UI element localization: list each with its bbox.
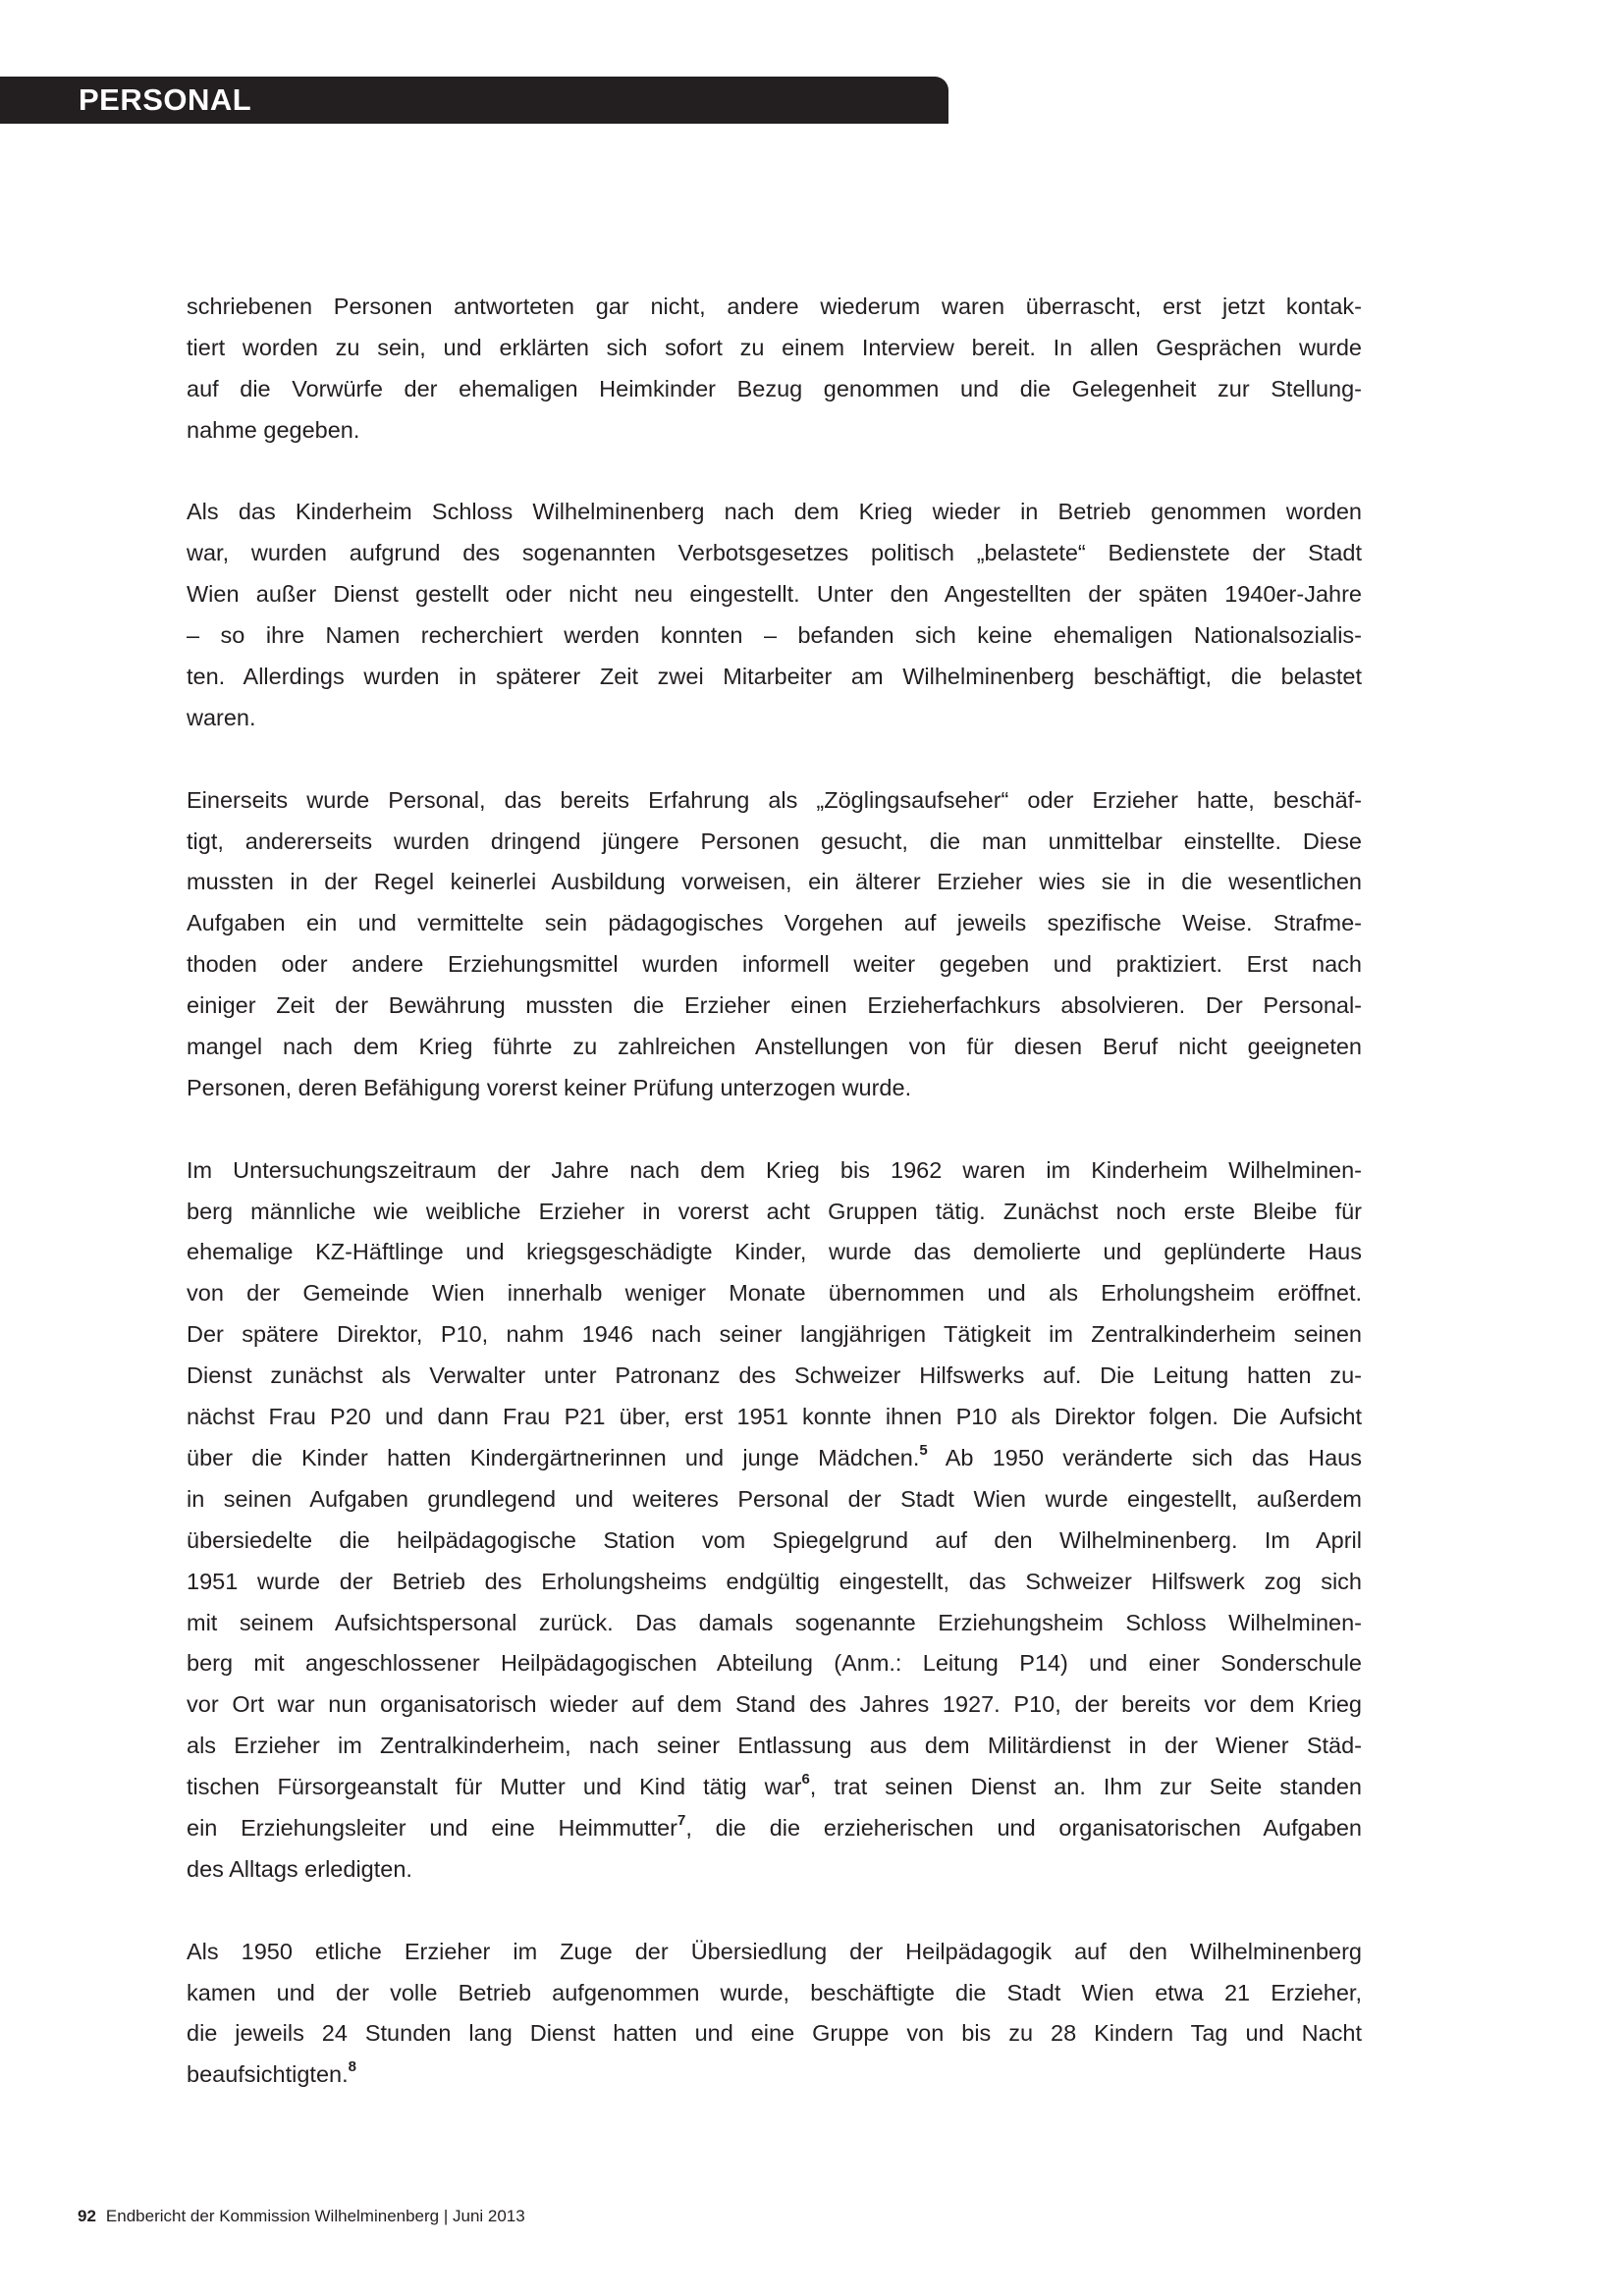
text-segment: 1951 wurde der Betrieb des Erholungsheims endgültig eingestellt, das Schweizer Hilfswerk zog sich: [187, 1568, 1362, 1594]
text-segment: Der spätere Direktor, P10, nahm 1946 nach seiner langjährigen Tätigkeit im Zentralkinderheim seinen: [187, 1321, 1362, 1348]
text-line: [187, 287, 1362, 328]
text-segment: berg mit angeschlossener Heilpädagogischen Abteilung (Anm.: Leitung P14) und einer Sonderschule: [187, 1650, 1362, 1677]
text-segment: Im Untersuchungszeitraum der Jahre nach dem Krieg bis 1962 waren im Kinderheim Wilhelminen-: [187, 1156, 1362, 1183]
text-line: [187, 1192, 1362, 1233]
text-segment: mangel nach dem Krieg führte zu zahlreichen Anstellungen von für diesen Beruf nicht geeigneten: [187, 1034, 1362, 1060]
text-segment: berg männliche wie weibliche Erzieher in vorerst acht Gruppen tätig. Zunächst noch erste Bleibe für: [187, 1198, 1362, 1224]
text-segment: war, wurden aufgrund des sogenannten Verbotsgesetzes politisch „belastete“ Bedienstete der Stadt: [187, 540, 1362, 566]
text-line: [187, 1643, 1362, 1684]
text-line: [187, 1314, 1362, 1356]
text-segment: ten. Allerdings wurden in späterer Zeit zwei Mitarbeiter am Wilhelminenberg beschäftigt, die belastet: [187, 664, 1362, 690]
text-line: [187, 944, 1362, 986]
text-line: [187, 698, 1362, 739]
text-segment: nächst Frau P20 und dann Frau P21 über, erst 1951 konnte ihnen P10 als Direktor folgen. Die Aufsicht: [187, 1404, 1362, 1430]
text-segment: Als das Kinderheim Schloss Wilhelminenberg nach dem Krieg wieder in Betrieb genommen worden: [187, 499, 1362, 525]
text-line: [187, 862, 1362, 903]
page-footer: [78, 2207, 525, 2226]
text-segment: übersiedelte die heilpädagogische Station vom Spiegelgrund auf den Wilhelminenberg. Im April: [187, 1526, 1362, 1553]
text-line: [187, 1932, 1362, 1973]
text-line: [187, 1027, 1362, 1068]
text-segment: ein Erziehungsleiter und eine Heimmutter: [187, 1814, 677, 1841]
text-segment: tischen Fürsorgeanstalt für Mutter und Kind tätig war: [187, 1774, 802, 1800]
text-line: [187, 1273, 1362, 1314]
text-line: [187, 1397, 1362, 1438]
text-segment: einiger Zeit der Bewährung mussten die Erzieher einen Erzieherfachkurs absolvieren. Der Personal-: [187, 992, 1362, 1019]
text-line: [187, 1521, 1362, 1562]
text-line: [187, 657, 1362, 698]
text-segment: Aufgaben ein und vermittelte sein pädagogisches Vorgehen auf jeweils spezifische Weise. Strafme-: [187, 910, 1362, 936]
text-line: [187, 410, 1362, 452]
text-segment: auf die Vorwürfe der ehemaligen Heimkinder Bezug genommen und die Gelegenheit zur Stellung-: [187, 375, 1362, 401]
text-segment: tigt, andererseits wurden dringend jüngere Personen gesucht, die man unmittelbar einstellte. Diese: [187, 828, 1362, 854]
footnote-reference: 6: [801, 1771, 810, 1789]
text-segment: über die Kinder hatten Kindergärtnerinnen und junge Mädchen.: [187, 1444, 920, 1470]
text-line: [187, 1726, 1362, 1767]
text-segment: Einerseits wurde Personal, das bereits Erfahrung als „Zöglingsaufseher“ oder Erzieher hatte, beschäf-: [187, 786, 1362, 813]
text-segment: Ab 1950 veränderte sich das Haus: [927, 1444, 1362, 1470]
text-segment: schriebenen Personen antworteten gar nicht, andere wiederum waren überrascht, erst jetzt kontak-: [187, 294, 1362, 319]
footnote-reference: 5: [919, 1441, 928, 1459]
text-line: [187, 492, 1362, 533]
text-segment: kamen und der volle Betrieb aufgenommen wurde, beschäftigte die Stadt Wien etwa 21 Erzieher,: [187, 1979, 1362, 2005]
text-segment: tiert worden zu sein, und erklärten sich sofort zu einem Interview bereit. In allen Gesprächen wurde: [187, 334, 1362, 360]
text-line: [187, 2055, 1362, 2096]
text-segment: von der Gemeinde Wien innerhalb weniger Monate übernommen und als Erholungsheim eröffnet.: [187, 1280, 1362, 1307]
text-line: [187, 1684, 1362, 1726]
body-text: [187, 287, 1362, 2137]
text-line: [187, 1603, 1362, 1644]
paragraph: [187, 287, 1362, 452]
text-segment: nahme gegeben.: [187, 416, 360, 443]
section-header-bar: [0, 77, 948, 124]
text-line: [187, 328, 1362, 369]
text-line: [187, 1068, 1362, 1109]
text-segment: Dienst zunächst als Verwalter unter Patronanz des Schweizer Hilfswerks auf. Die Leitung hatten zu-: [187, 1362, 1362, 1389]
text-segment: in seinen Aufgaben grundlegend und weiteres Personal der Stadt Wien wurde eingestellt, außerdem: [187, 1485, 1362, 1512]
text-segment: thoden oder andere Erziehungsmittel wurden informell weiter gegeben und praktiziert. Erst nach: [187, 951, 1362, 978]
text-segment: mussten in der Regel keinerlei Ausbildung vorweisen, ein älterer Erzieher wies sie in die wesentlichen: [187, 869, 1362, 895]
text-segment: , trat seinen Dienst an. Ihm zur Seite standen: [809, 1774, 1362, 1800]
text-segment: Wien außer Dienst gestellt oder nicht neu eingestellt. Unter den Angestellten der späten 1940er-Jahre: [187, 581, 1362, 608]
text-segment: als Erzieher im Zentralkinderheim, nach seiner Entlassung aus dem Militärdienst in der Wiener Städ-: [187, 1733, 1362, 1759]
text-segment: vor Ort war nun organisatorisch wieder auf dem Stand des Jahres 1927. P10, der bereits vor dem Krieg: [187, 1691, 1362, 1718]
paragraph: [187, 1932, 1362, 2097]
text-line: [187, 1562, 1362, 1603]
text-line: [187, 369, 1362, 410]
text-line: [187, 1849, 1362, 1891]
text-segment: des Alltags erledigten.: [187, 1855, 412, 1882]
footnote-reference: 7: [677, 1811, 686, 1829]
text-line: [187, 1150, 1362, 1192]
text-line: [187, 780, 1362, 822]
text-segment: die jeweils 24 Stunden lang Dienst hatten und eine Gruppe von bis zu 28 Kindern Tag und Nacht: [187, 2020, 1362, 2047]
text-line: [187, 1232, 1362, 1273]
text-segment: ehemalige KZ-Häftlinge und kriegsgeschädigte Kinder, wurde das demolierte und geplünderte Haus: [187, 1239, 1362, 1265]
footnote-reference: 8: [348, 2058, 356, 2076]
section-title: PERSONAL: [79, 82, 252, 117]
text-line: [187, 822, 1362, 863]
text-line: [187, 1438, 1362, 1479]
text-segment: waren.: [187, 704, 256, 730]
text-line: [187, 533, 1362, 574]
text-segment: mit seinem Aufsichtspersonal zurück. Das damals sogenannte Erziehungsheim Schloss Wilhelminen-: [187, 1609, 1362, 1635]
text-line: [187, 1767, 1362, 1808]
paragraph: [187, 492, 1362, 738]
paragraph: [187, 1150, 1362, 1891]
text-segment: beaufsichtigten.: [187, 2061, 349, 2088]
text-line: [187, 615, 1362, 657]
text-segment: – so ihre Namen recherchiert werden konnten – befanden sich keine ehemaligen Nationalsozialis-: [187, 622, 1362, 649]
text-line: [187, 903, 1362, 944]
text-line: [187, 1356, 1362, 1397]
page-number: 92: [78, 2207, 96, 2225]
text-segment: , die die erzieherischen und organisatorischen Aufgaben: [685, 1814, 1362, 1841]
text-line: [187, 574, 1362, 615]
footer-text: Endbericht der Kommission Wilhelminenberg | Juni 2013: [105, 2207, 525, 2225]
text-segment: Als 1950 etliche Erzieher im Zuge der Übersiedlung der Heilpädagogik auf den Wilhelminenberg: [187, 1938, 1362, 1964]
text-line: [187, 1808, 1362, 1849]
text-line: [187, 986, 1362, 1027]
text-line: [187, 2013, 1362, 2055]
paragraph: [187, 780, 1362, 1109]
text-line: [187, 1973, 1362, 2014]
text-segment: Personen, deren Befähigung vorerst keiner Prüfung unterzogen wurde.: [187, 1074, 912, 1100]
text-line: [187, 1479, 1362, 1521]
